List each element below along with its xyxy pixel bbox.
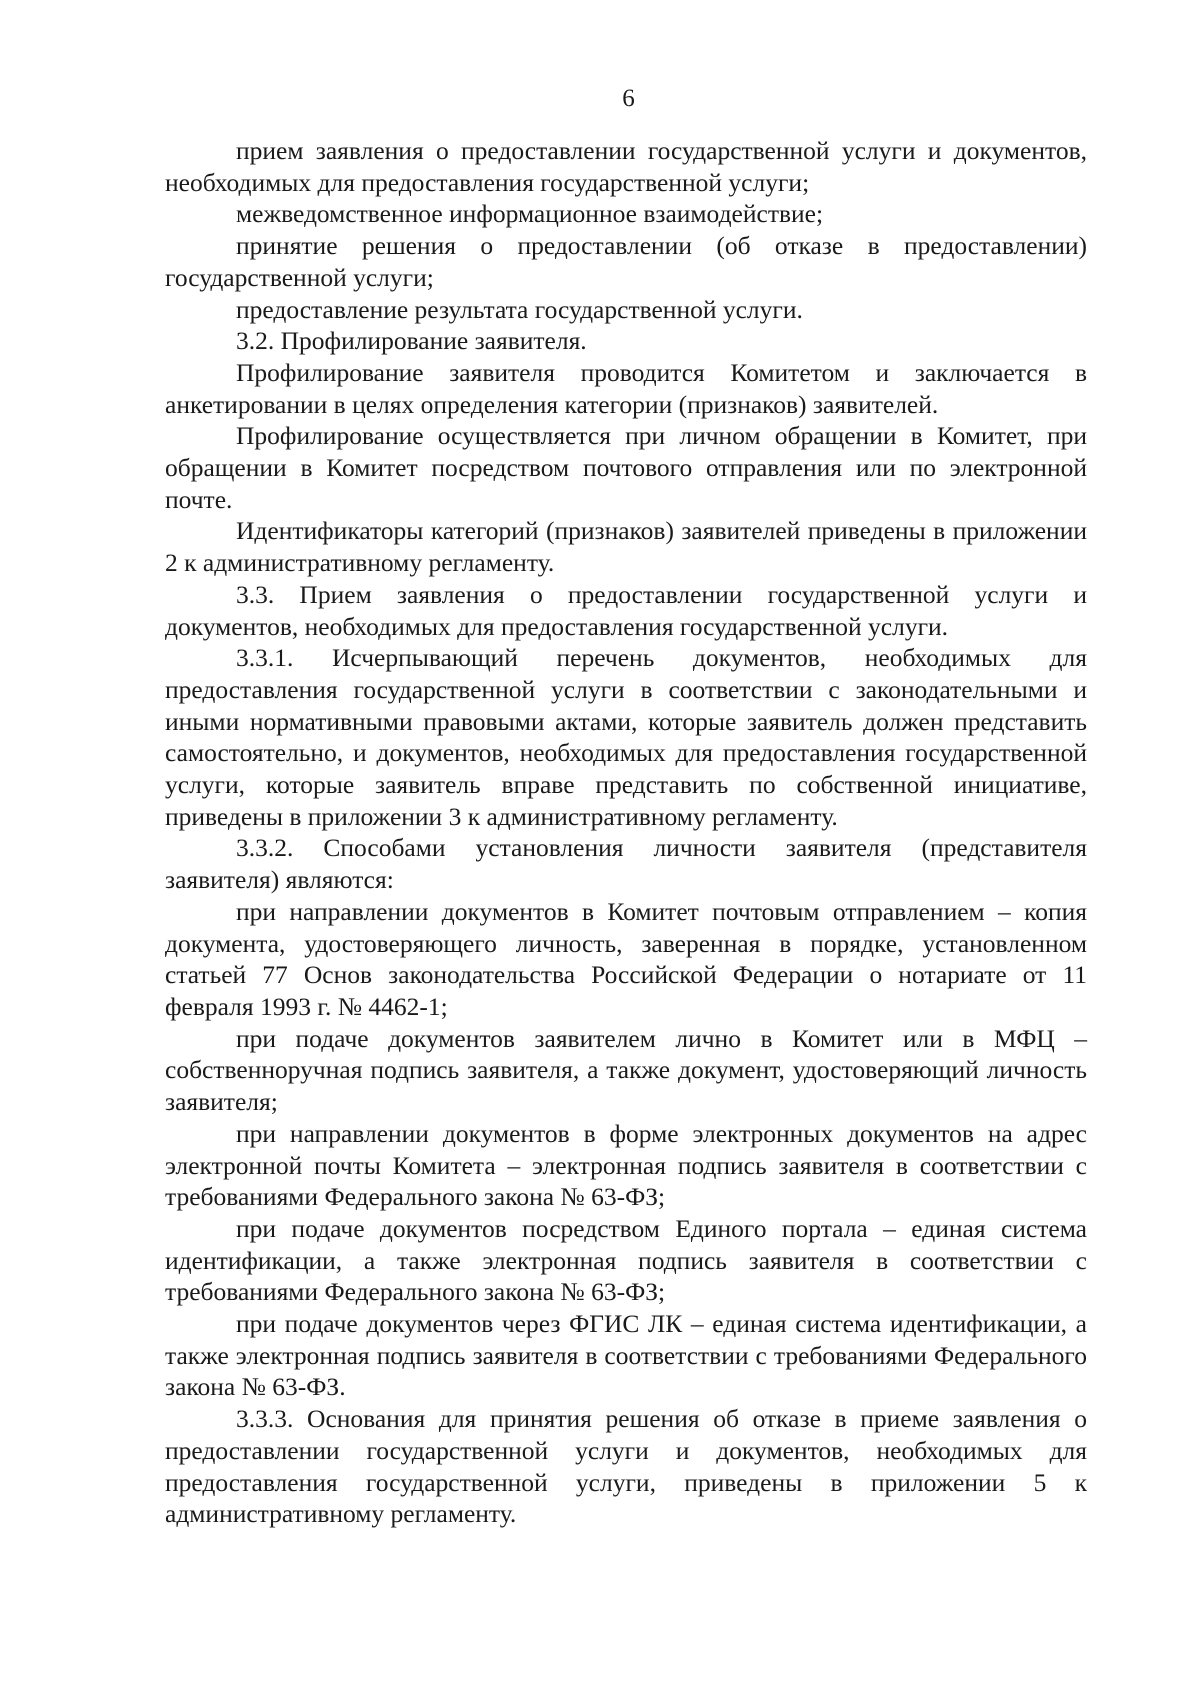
- section-heading: 3.2. Профилирование заявителя.: [236, 326, 587, 356]
- paragraph: межведомственное информационное взаимодействие;: [236, 199, 824, 229]
- paragraph: предоставление результата государственной услуги.: [236, 294, 803, 324]
- paragraph: 3.3.1. Исчерпывающий перечень документов, необходимых для предоставления государственной услуги в соответствии с законодательными и иными нормативными правовыми актами, которые заявитель должен представить самостоятельно, и документов, необходимых для предоставления государственной услуги, которые заявитель вправе представить по собственной инициативе, приведены в приложении 3 к административному регламенту.: [165, 643, 1087, 831]
- paragraph: при направлении документов в форме электронных документов на адрес электронной почты Комитета – электронная подпись заявителя в соответствии с требованиями Федерального закона № 63-ФЗ;: [165, 1118, 1087, 1212]
- paragraph: 3.3.2. Способами установления личности заявителя (представителя заявителя) являются:: [165, 833, 1087, 895]
- document-body: [165, 135, 1087, 1530]
- paragraph: при подаче документов через ФГИС ЛК – единая система идентификации, а также электронная подпись заявителя в соответствии с требованиями Федерального закона № 63-ФЗ.: [165, 1309, 1087, 1402]
- paragraph: Профилирование заявителя проводится Комитетом и заключается в анкетировании в целях определения категории (признаков) заявителей.: [165, 357, 1087, 419]
- paragraph: при направлении документов в Комитет почтовым отправлением – копия документа, удостоверяющего личность, заверенная в порядке, установленном статьей 77 Основ законодательства Российской Федерации о нотариате от 11 февраля 1993 г. № 4462-1;: [165, 896, 1087, 1021]
- paragraph: Профилирование осуществляется при личном обращении в Комитет, при обращении в Комитет посредством почтового отправления или по электронной почте.: [165, 421, 1087, 514]
- paragraph: принятие решения о предоставлении (об отказе в предоставлении) государственной услуги;: [165, 231, 1087, 292]
- paragraph: при подаче документов заявителем лично в Комитет или в МФЦ – собственноручная подпись заявителя, а также документ, удостоверяющий личность заявителя;: [165, 1023, 1087, 1117]
- section-heading: 3.3. Прием заявления о предоставлении государственной услуги и документов, необходимых для предоставления государственной услуги.: [165, 579, 1087, 641]
- page-number: 6: [622, 85, 635, 112]
- paragraph: прием заявления о предоставлении государственной услуги и документов, необходимых для предоставления государственной услуги;: [165, 136, 1087, 197]
- paragraph: 3.3.3. Основания для принятия решения об отказе в приеме заявления о предоставлении государственной услуги и документов, необходимых для предоставления государственной услуги, приведены в приложении 5 к административному регламенту.: [165, 1404, 1087, 1529]
- paragraph: Идентификаторы категорий (признаков) заявителей приведены в приложении 2 к административному регламенту.: [165, 516, 1087, 578]
- paragraph: при подаче документов посредством Единого портала – единая система идентификации, а также электронная подпись заявителя в соответствии с требованиями Федерального закона № 63-ФЗ;: [165, 1213, 1087, 1307]
